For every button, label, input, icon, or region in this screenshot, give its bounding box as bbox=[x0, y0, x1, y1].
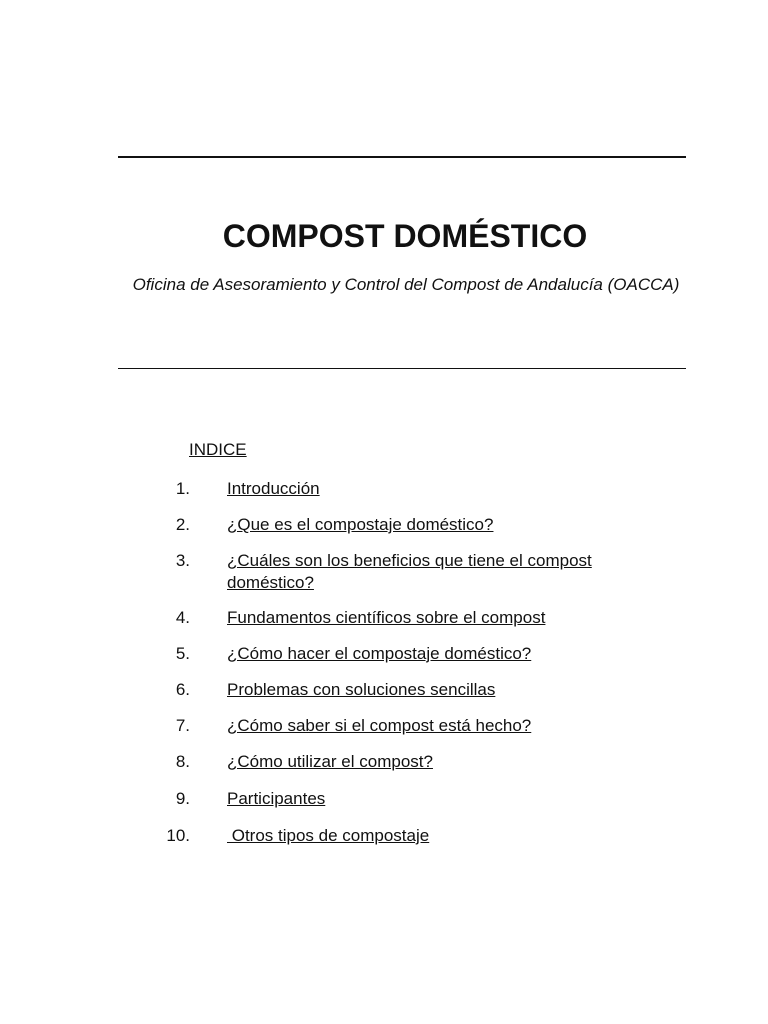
toc-number: 2. bbox=[175, 515, 190, 534]
toc-number: 4. bbox=[175, 608, 190, 627]
toc-number: 3. bbox=[175, 551, 190, 570]
toc-link-como-utilizar[interactable]: ¿Cómo utilizar el compost? bbox=[227, 752, 433, 771]
toc-link-participantes[interactable]: Participantes bbox=[227, 789, 326, 808]
toc-link-fundamentos[interactable]: Fundamentos científicos sobre el compost bbox=[227, 608, 546, 627]
toc-number: 10. bbox=[166, 826, 190, 845]
toc-number: 7. bbox=[175, 716, 190, 735]
toc-number: 5. bbox=[175, 644, 190, 663]
bottom-divider bbox=[118, 368, 686, 369]
toc-link-beneficios[interactable]: ¿Cuáles son los beneficios que tiene el compost doméstico? bbox=[227, 551, 592, 592]
toc-link-otros-tipos[interactable]: Otros tipos de compostaje bbox=[227, 826, 430, 845]
document-subtitle: Oficina de Asesoramiento y Control del Compost de Andalucía (OACCA) bbox=[132, 275, 680, 294]
toc-number: 8. bbox=[175, 752, 190, 771]
toc-number: 6. bbox=[175, 680, 190, 699]
toc-link-introduccion[interactable]: Introducción bbox=[227, 479, 320, 498]
toc-link-problemas[interactable]: Problemas con soluciones sencillas bbox=[227, 680, 496, 699]
index-heading: INDICE bbox=[189, 440, 247, 459]
top-divider bbox=[118, 156, 686, 158]
toc-link-como-saber[interactable]: ¿Cómo saber si el compost está hecho? bbox=[227, 716, 532, 735]
toc-number: 1. bbox=[175, 479, 190, 498]
toc-link-como-hacer[interactable]: ¿Cómo hacer el compostaje doméstico? bbox=[227, 644, 532, 663]
toc-link-que-es[interactable]: ¿Que es el compostaje doméstico? bbox=[227, 515, 494, 534]
toc-number: 9. bbox=[175, 789, 190, 808]
document-title: COMPOST DOMÉSTICO bbox=[222, 218, 588, 254]
